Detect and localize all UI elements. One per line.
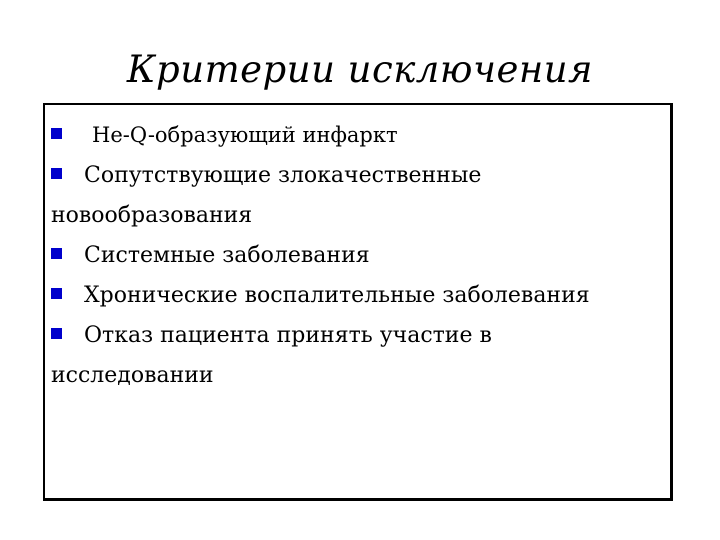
list-item-chronic-inflammatory <box>45 276 645 316</box>
square-bullet-icon <box>51 328 62 339</box>
slide-title: Критерии исключения <box>126 48 594 91</box>
list-item-malignancies <box>45 156 645 236</box>
list-item-text: Не-Q-образующий инфаркт <box>92 123 398 147</box>
square-bullet-icon <box>51 168 62 179</box>
square-bullet-icon <box>51 248 62 259</box>
square-bullet-icon <box>51 128 62 139</box>
list-item-systemic-diseases <box>45 236 645 276</box>
bullet-list <box>45 115 645 396</box>
list-item-non-q-infarction <box>45 115 645 156</box>
content-box <box>43 103 673 501</box>
list-item-patient-refusal <box>45 316 645 396</box>
list-item-text: Системные заболевания <box>84 243 370 268</box>
square-bullet-icon <box>51 288 62 299</box>
list-item-text: Хронические воспалительные заболевания <box>84 283 590 308</box>
list-item-text: Отказ пациента принять участие в исследовании <box>51 323 492 388</box>
list-item-text: Сопутствующие злокачественные новообразования <box>51 163 482 228</box>
